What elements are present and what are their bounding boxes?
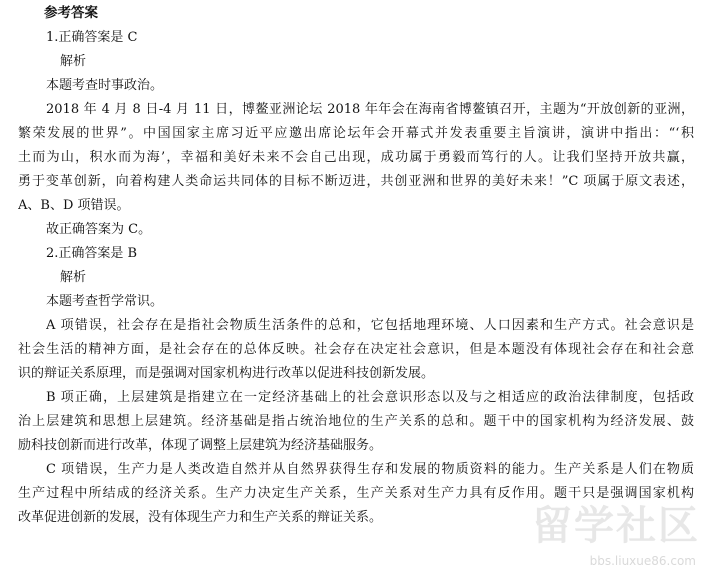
- q2-option-c-line: 改革促进创新的发展，没有体现生产力和生产关系的辩证关系。: [18, 510, 383, 525]
- q2-topic: 本题考查哲学常识。: [46, 294, 164, 309]
- q1-conclusion: 故正确答案为 C。: [46, 222, 152, 237]
- watermark-url: bbs.liuxue86.com: [589, 554, 696, 568]
- q2-option-a-line: 社会生活的精神方面，是社会存在的总体反映。社会存在决定社会意识，但是本题没有体现社会存在和社会意: [18, 342, 694, 357]
- q1-body-line: 繁荣发展的世界”。中国国家主席习近平应邀出席论坛年会开幕式并发表重要主旨演讲，演讲中指出：“‘积: [18, 126, 694, 141]
- q1-answer: 1.正确答案是 C: [46, 30, 138, 45]
- watermark-logo: 留学社区: [532, 503, 700, 549]
- q1-topic: 本题考查时事政治。: [46, 78, 164, 93]
- q2-option-b-line: 励科技创新而进行改革，体现了调整上层建筑为经济基础服务。: [18, 438, 383, 453]
- q2-option-a-line: 识的辩证关系原理，而是强调对国家机构进行改革以促进科技创新发展。: [18, 366, 435, 381]
- q2-answer: 2.正确答案是 B: [46, 246, 138, 261]
- page-title: 参考答案: [44, 5, 98, 21]
- q2-option-a-line: A 项错误，社会存在是指社会物质生活条件的总和，它包括地理环境、人口因素和生产方式。社会意识是: [46, 318, 694, 333]
- q2-option-b-line: B 项正确，上层建筑是指建立在一定经济基础上的社会意识形态以及与之相适应的政治法律制度，包括政: [46, 390, 694, 405]
- q1-body-line: 土而为山，积水而为海’，幸福和美好未来不会自己出现，成功属于勇毅而笃行的人。让我们坚持开放共赢，: [18, 150, 694, 165]
- q1-body-line: 2018 年 4 月 8 日-4 月 11 日，博鳌亚洲论坛 2018 年年会在海南省博鳌镇召开，主题为“开放创新的亚洲，: [46, 102, 694, 117]
- q1-body-line: A、B、D 项错误。: [18, 198, 130, 213]
- q2-option-c-line: C 项错误，生产力是人类改造自然并从自然界获得生存和发展的物质资料的能力。生产关系是人们在物质: [46, 462, 694, 477]
- q2-option-c-line: 生产过程中所结成的经济关系。生产力决定生产关系，生产关系对生产力具有反作用。题干只是强调国家机构: [18, 486, 694, 501]
- q2-analysis-label: 解析: [60, 270, 87, 285]
- q1-analysis-label: 解析: [60, 54, 87, 69]
- q2-option-b-line: 治上层建筑和思想上层建筑。经济基础是指占统治地位的生产关系的总和。题干中的国家机构为经济发展、鼓: [18, 414, 694, 429]
- q1-body-line: 勇于变革创新，向着构建人类命运共同体的目标不断迈进，共创亚洲和世界的美好未来！”C 项属于原文表述，: [18, 174, 694, 189]
